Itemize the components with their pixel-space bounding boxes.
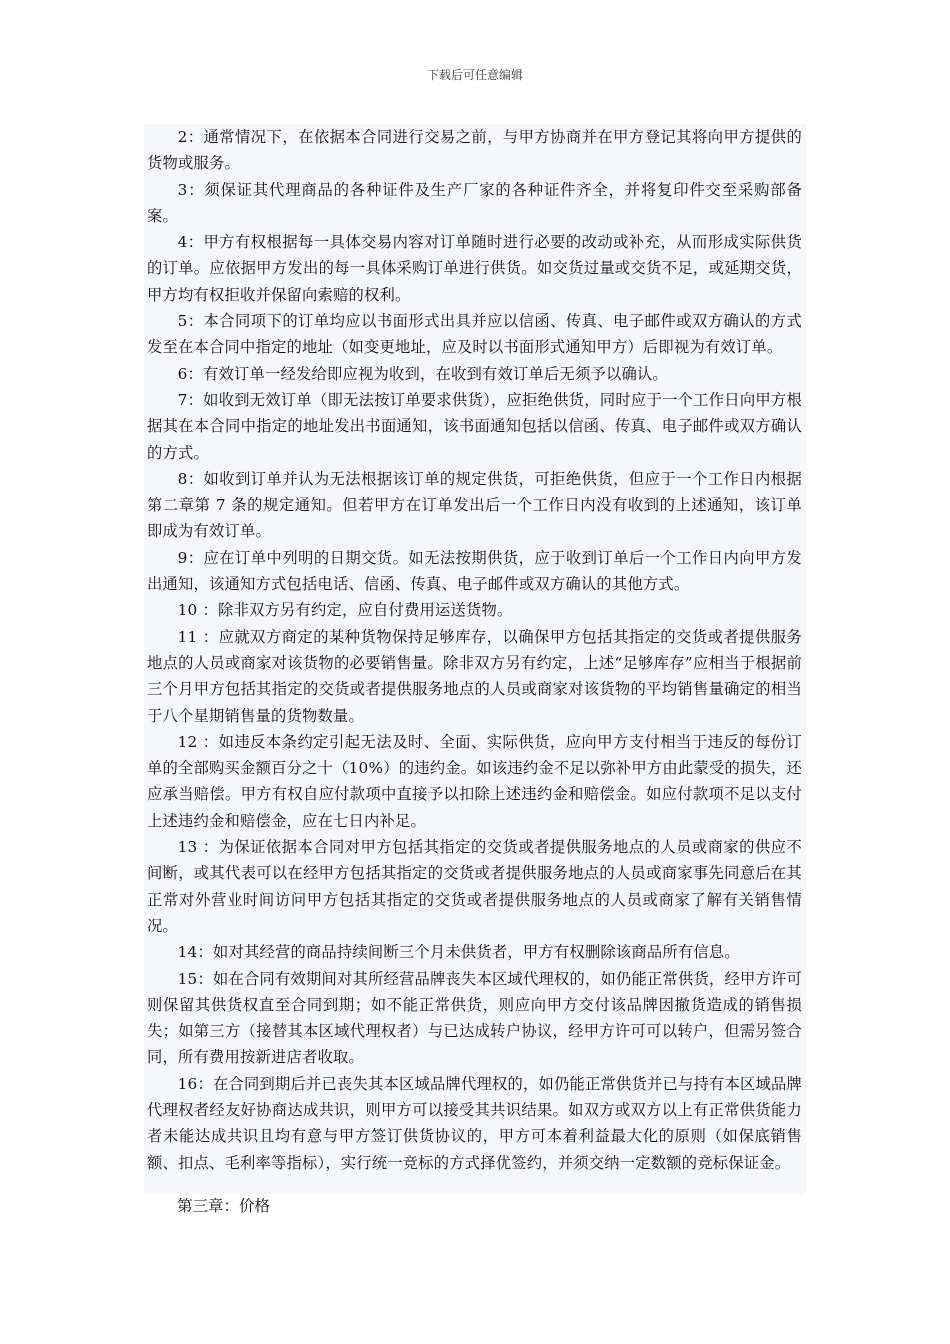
clause-paragraph: 3：须保证其代理商品的各种证件及生产厂家的各种证件齐全，并将复印件交至采购部备案。: [147, 180, 802, 225]
clause-paragraph: 14：如对其经营的商品持续间断三个月未供货者，甲方有权删除该商品所有信息。: [177, 943, 740, 962]
clause-paragraph: 16：在合同到期后并已丧失其本区域品牌代理权的，如仍能正常供货并已与持有本区域品牌代理权者经友好协商达成共识，则甲方可以接受其共识结果。如双方或双方以上有正常供货能力者未能达成共识且均有意与甲方签订供货协议的，甲方可本着利益最大化的原则（如保底销售额、扣点、毛利率等指标），实行统一竞标的方式择优签约，并须交纳一定数额的竞标保证金。: [147, 1074, 802, 1172]
clause-paragraph: 8：如收到订单并认为无法根据该订单的规定供货，可拒绝供货，但应于一个工作日内根据第二章第 7 条的规定通知。但若甲方在订单发出后一个工作日内没有收到的上述通知，该订单即成为有效订单。: [147, 469, 802, 541]
page-header: 下载后可任意编辑: [426, 68, 523, 82]
clause-paragraph: 5：本合同项下的订单均应以书面形式出具并应以信函、传真、电子邮件或双方确认的方式发至在本合同中指定的地址（如变更地址，应及时以书面形式通知甲方）后即视为有效订单。: [147, 312, 802, 357]
chapter-heading: 第三章：价格: [177, 1197, 271, 1215]
clause-paragraph: 4：甲方有权根据每一具体交易内容对订单随时进行必要的改动或补充，从而形成实际供货的订单。应依据甲方发出的每一具体采购订单进行供货。如交货过量或交货不足，或延期交货，甲方均有权拒收并保留向索赔的权利。: [147, 233, 802, 304]
clause-paragraph: 13 ：为保证依据本合同对甲方包括其指定的交货或者提供服务地点的人员或商家的供应不间断，或其代表可以在经甲方包括其指定的交货或者提供服务地点的人员或商家事先同意后在其正常对外营业时间访问甲方包括其指定的交货或者提供服务地点的人员或商家了解有关销售情况。: [147, 838, 802, 935]
clause-paragraph: 10 ：除非双方另有约定，应自付费用运送货物。: [177, 601, 513, 620]
clause-paragraph: 7：如收到无效订单（即无法按订单要求供货），应拒绝供货，同时应于一个工作日向甲方根据其在本合同中指定的地址发出书面通知，该书面通知包括以信函、传真、电子邮件或双方确认的方式。: [147, 390, 802, 462]
clause-paragraph: 11 ：应就双方商定的某种货物保持足够库存，以确保甲方包括其指定的交货或者提供服务地点的人员或商家对该货物的必要销售量。除非双方另有约定，上述“足够库存”应相当于根据前三个月甲方包括其指定的交货或者提供服务地点的人员或商家对该货物的平均销售量确定的相当于八个星期销售量的货物数量。: [147, 627, 802, 725]
clause-paragraph: 9：应在订单中列明的日期交货。如无法按期供货，应于收到订单后一个工作日内向甲方发出通知，该通知方式包括电话、信函、传真、电子邮件或双方确认的其他方式。: [147, 548, 802, 594]
clause-paragraph: 6：有效订单一经发给即应视为收到，在收到有效订单后无须予以确认。: [177, 364, 668, 383]
clause-paragraph: 2：通常情况下，在依据本合同进行交易之前，与甲方协商并在甲方登记其将向甲方提供的货物或服务。: [147, 128, 802, 173]
clause-paragraph: 12 ：如违反本条约定引起无法及时、全面、实际供货，应向甲方支付相当于违反的每份订单的全部购买金额百分之十（10%）的违约金。如该违约金不足以弥补甲方由此蒙受的损失，还应承当赔偿。甲方有权自应付款项中直接予以扣除上述违约金和赔偿金。如应付款项不足以支付上述违约金和赔偿金，应在七日内补足。: [147, 732, 802, 830]
clause-paragraph: 15：如在合同有效期间对其所经营品牌丧失本区域代理权的，如仍能正常供货，经甲方许可则保留其供货权直至合同到期；如不能正常供货，则应向甲方交付该品牌因撤货造成的销售损失；如第三方（接替其本区域代理权者）与已达成转户协议，经甲方许可可以转户，但需另签合同，所有费用按新进店者收取。: [147, 969, 802, 1067]
clause-block: [144, 124, 806, 1194]
